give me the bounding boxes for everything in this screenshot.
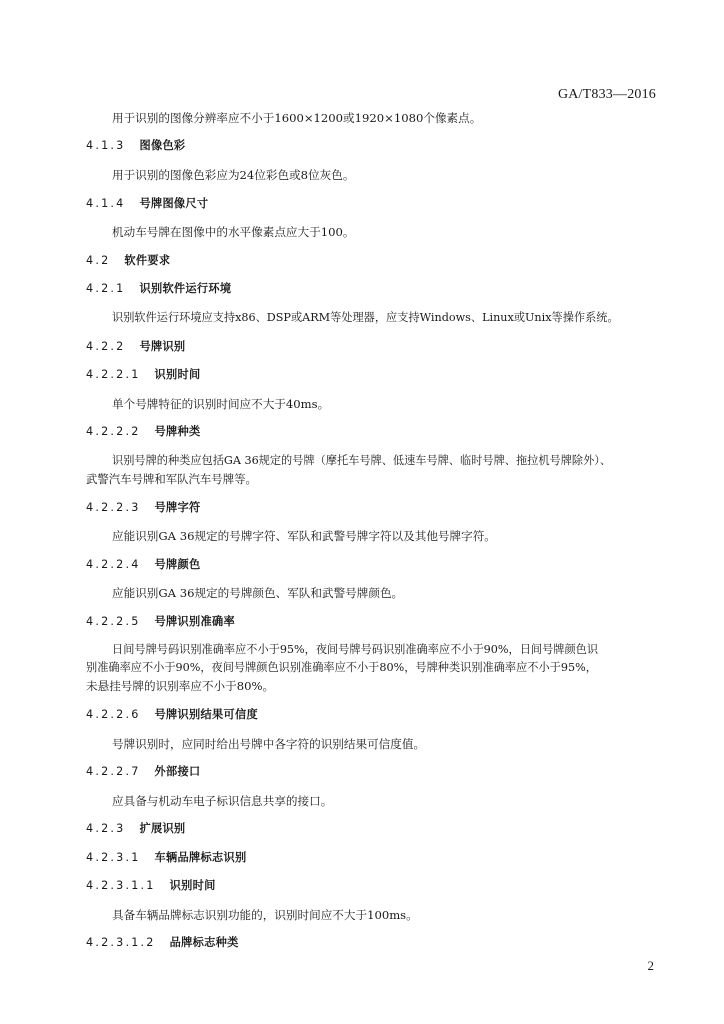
section-title: 图像色彩 bbox=[139, 139, 186, 152]
section-heading bbox=[86, 282, 231, 296]
section-title: 号牌种类 bbox=[154, 425, 201, 438]
section-heading bbox=[86, 936, 239, 950]
section-heading bbox=[86, 197, 208, 211]
paragraph: 识别软件运行环境应支持x86、DSP或ARM等处理器，应支持Windows、Linux或Unix等操作系统。 bbox=[112, 311, 619, 324]
paragraph: 识别号牌的种类应包括GA 36规定的号牌（摩托车号牌、低速车号牌、临时号牌、拖拉机号牌除外）、 bbox=[112, 454, 612, 467]
paragraph: 日间号牌号码识别准确率应不小于95%，夜间号牌号码识别准确率应不小于90%，日间号牌颜色识 bbox=[112, 643, 599, 656]
section-title: 外部接口 bbox=[154, 765, 201, 778]
paragraph: 单个号牌特征的识别时间应不大于40ms。 bbox=[112, 397, 330, 411]
section-heading bbox=[86, 765, 201, 779]
section-heading bbox=[86, 425, 201, 439]
section-title: 识别软件运行环境 bbox=[139, 282, 232, 295]
paragraph: 号牌识别时，应同时给出号牌中各字符的识别结果可信度值。 bbox=[112, 737, 426, 751]
section-title: 车辆品牌标志识别 bbox=[154, 851, 247, 864]
paragraph-continuation: 未悬挂号牌的识别率应不小于80%。 bbox=[86, 679, 275, 693]
section-heading bbox=[86, 558, 201, 572]
paragraph: 应能识别GA 36规定的号牌颜色、军队和武警号牌颜色。 bbox=[112, 586, 404, 600]
section-number: 4.1.4 bbox=[86, 197, 126, 210]
section-number: 4.2.2 bbox=[86, 340, 126, 353]
section-heading bbox=[86, 340, 185, 354]
section-heading bbox=[86, 501, 201, 515]
paragraph: 应具备与机动车电子标识信息共享的接口。 bbox=[112, 794, 333, 808]
section-number: 4.2.2.5 bbox=[86, 615, 141, 628]
section-heading bbox=[86, 254, 170, 268]
section-title: 号牌图像尺寸 bbox=[139, 197, 209, 210]
section-number: 4.2.2.7 bbox=[86, 765, 141, 778]
paragraph: 机动车号牌在图像中的水平像素点应大于100。 bbox=[112, 225, 355, 239]
paragraph: 具备车辆品牌标志识别功能的，识别时间应不大于100ms。 bbox=[112, 908, 418, 922]
page-number: 2 bbox=[647, 958, 654, 973]
section-title: 号牌字符 bbox=[154, 501, 201, 514]
section-number: 4.2.2.2 bbox=[86, 425, 141, 438]
section-number: 4.2.2.6 bbox=[86, 708, 141, 721]
section-title: 号牌颜色 bbox=[154, 558, 201, 571]
section-title: 号牌识别结果可信度 bbox=[154, 708, 258, 721]
section-heading bbox=[86, 851, 246, 865]
section-number: 4.2.3.1.2 bbox=[86, 936, 156, 949]
section-heading bbox=[86, 139, 185, 153]
standard-code: GA/T833—2016 bbox=[557, 87, 656, 102]
section-title: 号牌识别 bbox=[139, 340, 186, 353]
section-title: 扩展识别 bbox=[139, 822, 186, 835]
section-heading bbox=[86, 879, 216, 893]
section-number: 4.2.3.1.1 bbox=[86, 879, 156, 892]
section-title: 识别时间 bbox=[169, 879, 216, 892]
section-number: 4.2.2.4 bbox=[86, 558, 141, 571]
section-heading bbox=[86, 615, 235, 629]
paragraph: 应能识别GA 36规定的号牌字符、军队和武警号牌字符以及其他号牌字符。 bbox=[112, 529, 496, 543]
section-title: 品牌标志种类 bbox=[169, 936, 239, 949]
section-number: 4.1.3 bbox=[86, 139, 126, 152]
section-heading bbox=[86, 822, 185, 836]
paragraph-continuation: 武警汽车号牌和军队汽车号牌等。 bbox=[86, 472, 257, 486]
section-number: 4.2 bbox=[86, 254, 111, 267]
section-number: 4.2.3 bbox=[86, 822, 126, 835]
paragraph-continuation: 别准确率应不小于90%，夜间号牌颜色识别准确率应不小于80%，号牌种类识别准确率应不小于95%， bbox=[86, 661, 597, 674]
section-number: 4.2.2.3 bbox=[86, 501, 141, 514]
section-title: 软件要求 bbox=[124, 254, 171, 267]
section-title: 识别时间 bbox=[154, 368, 201, 381]
section-number: 4.2.3.1 bbox=[86, 851, 141, 864]
section-heading bbox=[86, 708, 258, 722]
paragraph: 用于识别的图像分辨率应不小于1600×1200或1920×1080个像素点。 bbox=[112, 111, 482, 125]
paragraph: 用于识别的图像色彩应为24位彩色或8位灰色。 bbox=[112, 168, 355, 182]
section-number: 4.2.2.1 bbox=[86, 368, 141, 381]
section-number: 4.2.1 bbox=[86, 282, 126, 295]
section-title: 号牌识别准确率 bbox=[154, 615, 235, 628]
section-heading bbox=[86, 368, 201, 382]
